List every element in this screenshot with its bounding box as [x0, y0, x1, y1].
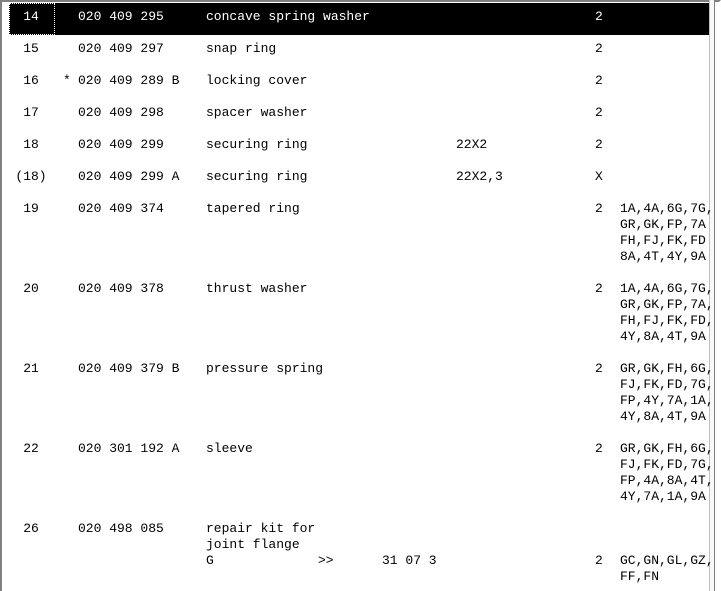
part-quantity: 2: [595, 201, 603, 216]
part-number: 020 409 289 B: [78, 73, 180, 88]
model-codes: FP,4Y,7A,1A,: [620, 393, 714, 408]
part-description: sleeve: [206, 441, 253, 456]
part-description: snap ring: [206, 41, 277, 56]
part-number: 020 409 298: [78, 105, 164, 120]
part-description: spacer washer: [206, 105, 308, 120]
part-quantity: 2: [595, 73, 603, 88]
model-codes: 8A,4T,4Y,9A: [620, 249, 706, 264]
part-description: tapered ring: [206, 201, 300, 216]
part-spec: 22X2: [456, 137, 488, 152]
part-quantity: 2: [595, 9, 603, 24]
model-codes: 4Y,8A,4T,9A: [620, 409, 706, 424]
part-quantity: 2: [595, 41, 603, 56]
item-number: 22: [23, 441, 39, 456]
row26-desc-line2: joint flange: [206, 537, 300, 552]
new-part-marker: *: [63, 73, 71, 88]
part-quantity: X: [595, 169, 603, 184]
row26-models-1: FF,FN: [620, 569, 660, 584]
model-codes: FH,FJ,FK,FD,: [620, 313, 714, 328]
item-number: 21: [23, 361, 39, 376]
model-codes: 4Y,8A,4T,9A: [620, 329, 706, 344]
row26-models-0: GC,GN,GL,GZ,: [620, 553, 714, 568]
part-quantity: 2: [595, 441, 603, 456]
item-number: 19: [23, 201, 39, 216]
model-codes: 4Y,7A,1A,9A: [620, 489, 706, 504]
model-codes: 1A,4A,6G,7G,: [620, 201, 714, 216]
item-number: 26: [23, 521, 39, 536]
row26-ref: 31 07 3: [382, 553, 437, 568]
part-description: repair kit for: [206, 521, 316, 536]
part-spec: 22X2,3: [456, 169, 503, 184]
model-codes: 1A,4A,6G,7G,: [620, 281, 714, 296]
part-description: pressure spring: [206, 361, 324, 376]
part-description: securing ring: [206, 169, 308, 184]
part-number: 020 409 295: [78, 9, 164, 24]
part-description: locking cover: [206, 73, 308, 88]
part-number: 020 409 299: [78, 137, 164, 152]
item-number: 20: [23, 281, 39, 296]
row26-arrow: >>: [318, 553, 334, 568]
item-number: 18: [23, 137, 39, 152]
row26-qty: 2: [595, 553, 603, 568]
item-number: 14: [23, 9, 39, 24]
part-number: 020 409 374: [78, 201, 164, 216]
model-codes: GR,GK,FP,7A: [620, 217, 706, 232]
part-number: 020 498 085: [78, 521, 164, 536]
part-description: securing ring: [206, 137, 308, 152]
item-number: (18): [15, 169, 47, 184]
item-number: 15: [23, 41, 39, 56]
model-codes: FJ,FK,FD,7G,: [620, 377, 714, 392]
model-codes: FH,FJ,FK,FD: [620, 233, 706, 248]
part-number: 020 409 297: [78, 41, 164, 56]
item-number: 17: [23, 105, 39, 120]
model-codes: GR,GK,FP,7A,: [620, 297, 714, 312]
item-number: 16: [23, 73, 39, 88]
part-description: concave spring washer: [206, 9, 370, 24]
part-quantity: 2: [595, 105, 603, 120]
part-number: 020 409 379 B: [78, 361, 180, 376]
part-quantity: 2: [595, 281, 603, 296]
row26-desc-line3: G: [206, 553, 214, 568]
part-number: 020 409 299 A: [78, 169, 180, 184]
model-codes: FJ,FK,FD,7G,: [620, 457, 714, 472]
part-description: thrust washer: [206, 281, 308, 296]
part-number: 020 301 192 A: [78, 441, 180, 456]
part-quantity: 2: [595, 137, 603, 152]
model-codes: GR,GK,FH,6G,: [620, 441, 714, 456]
model-codes: FP,4A,8A,4T,: [620, 473, 714, 488]
table-row[interactable]: [9, 3, 709, 35]
part-quantity: 2: [595, 361, 603, 376]
part-number: 020 409 378: [78, 281, 164, 296]
model-codes: GR,GK,FH,6G,: [620, 361, 714, 376]
